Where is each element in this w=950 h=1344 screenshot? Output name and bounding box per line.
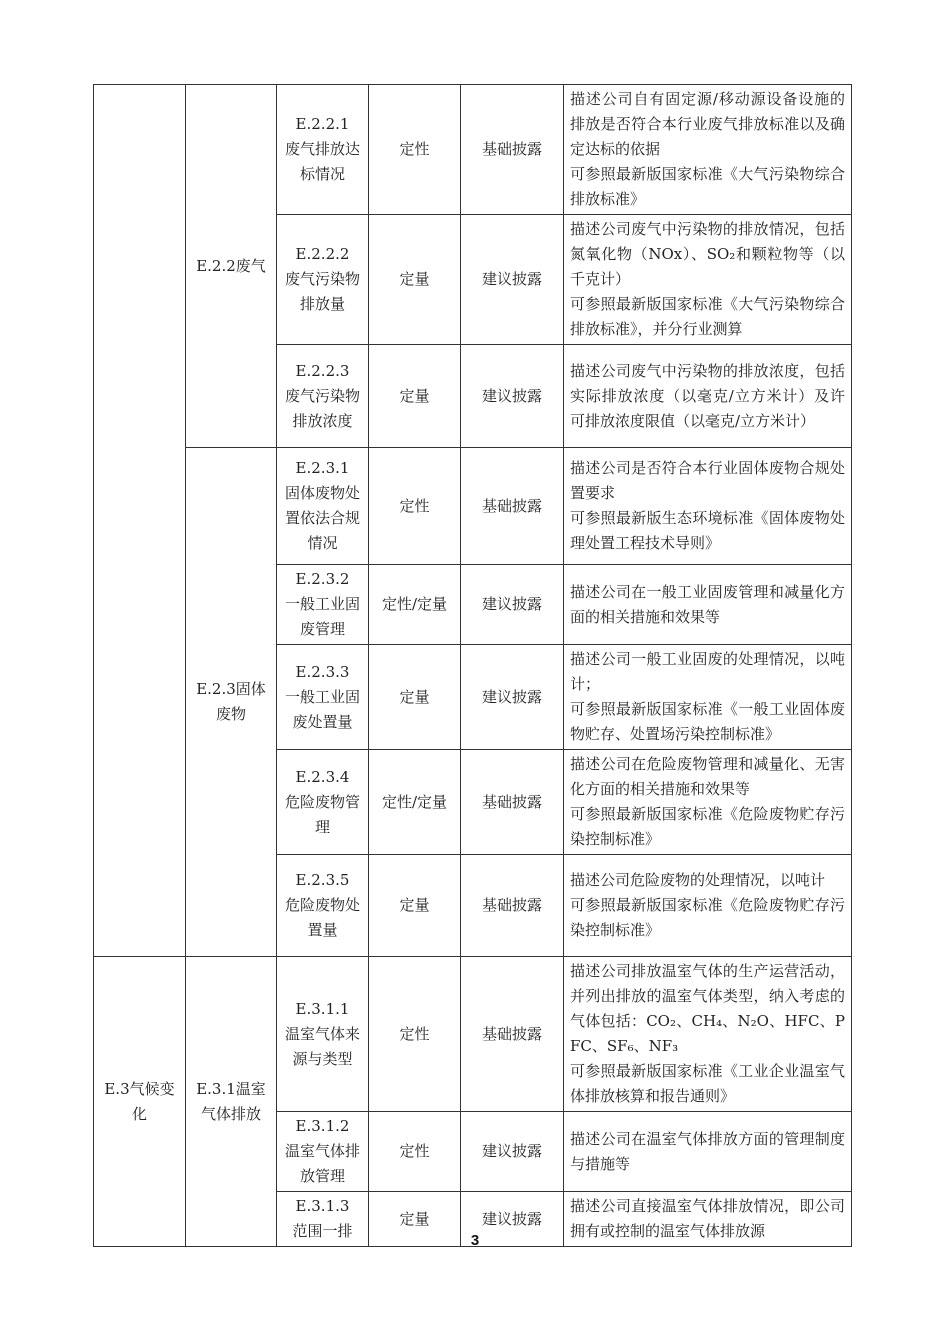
indicator-table [93, 84, 852, 1247]
disclosure-level: 基础披露 [461, 448, 564, 565]
indicator-id-name: E.3.1.1 温室气体来源与类型 [277, 957, 369, 1112]
disclosure-level: 建议披露 [461, 565, 564, 645]
disclosure-level: 基础披露 [461, 750, 564, 855]
indicator-description: 描述公司废气中污染物的排放情况，包括氮氧化物（NOx）、SO₂和颗粒物等（以千克计） 可参照最新版国家标准《大气污染物综合排放标准》，并分行业测算 [564, 215, 852, 345]
indicator-nature: 定量 [369, 855, 461, 957]
disclosure-level: 建议披露 [461, 215, 564, 345]
indicator-description: 描述公司直接温室气体排放情况，即公司拥有或控制的温室气体排放源 [564, 1192, 852, 1247]
indicator-nature: 定量 [369, 645, 461, 750]
indicator-id-name: E.2.3.5 危险废物处置量 [277, 855, 369, 957]
disclosure-level: 建议披露 [461, 1112, 564, 1192]
disclosure-level: 基础披露 [461, 957, 564, 1112]
indicator-nature: 定性/定量 [369, 565, 461, 645]
level2-category-ghg-emission: E.3.1温室气体排放 [186, 957, 277, 1247]
indicator-id-name: E.2.2.2 废气污染物排放量 [277, 215, 369, 345]
indicator-id-name: E.2.3.1 固体废物处置依法合规情况 [277, 448, 369, 565]
indicator-id-name: E.3.1.2 温室气体排放管理 [277, 1112, 369, 1192]
indicator-id-name: E.2.2.3 废气污染物排放浓度 [277, 345, 369, 448]
level2-category-solid-waste: E.2.3固体废物 [186, 448, 277, 957]
indicator-nature: 定性 [369, 85, 461, 215]
indicator-nature: 定量 [369, 1192, 461, 1247]
level1-category-climate-change: E.3气候变化 [94, 957, 186, 1247]
indicator-description: 描述公司在一般工业固废管理和减量化方面的相关措施和效果等 [564, 565, 852, 645]
indicator-description: 描述公司在危险废物管理和减量化、无害化方面的相关措施和效果等 可参照最新版国家标准《危险废物贮存污染控制标准》 [564, 750, 852, 855]
disclosure-level: 建议披露 [461, 645, 564, 750]
disclosure-level: 基础披露 [461, 85, 564, 215]
indicator-nature: 定量 [369, 345, 461, 448]
table-row [94, 85, 852, 215]
indicator-description: 描述公司排放温室气体的生产运营活动，并列出排放的温室气体类型，纳入考虑的气体包括：CO₂、CH₄、N₂O、HFC、PFC、SF₆、NF₃ 可参照最新版国家标准《工业企业温室气体排放核算和报告通则》 [564, 957, 852, 1112]
indicator-description: 描述公司自有固定源/移动源设备设施的排放是否符合本行业废气排放标准以及确定达标的依据 可参照最新版国家标准《大气污染物综合排放标准》 [564, 85, 852, 215]
indicator-description: 描述公司废气中污染物的排放浓度，包括实际排放浓度（以毫克/立方米计）及许可排放浓度限值（以毫克/立方米计） [564, 345, 852, 448]
level2-category-exhaust-gas: E.2.2废气 [186, 85, 277, 448]
indicator-description: 描述公司一般工业固废的处理情况，以吨计； 可参照最新版国家标准《一般工业固体废物贮存、处置场污染控制标准》 [564, 645, 852, 750]
indicator-nature: 定性 [369, 957, 461, 1112]
table-row [94, 957, 852, 1112]
table-row [94, 448, 852, 565]
disclosure-level: 基础披露 [461, 855, 564, 957]
disclosure-level: 建议披露 [461, 345, 564, 448]
indicator-description: 描述公司在温室气体排放方面的管理制度与措施等 [564, 1112, 852, 1192]
indicator-description: 描述公司是否符合本行业固体废物合规处置要求 可参照最新版生态环境标准《固体废物处理处置工程技术导则》 [564, 448, 852, 565]
indicator-nature: 定性/定量 [369, 750, 461, 855]
indicator-id-name: E.3.1.3 范围一排 [277, 1192, 369, 1247]
indicator-nature: 定量 [369, 215, 461, 345]
indicator-nature: 定性 [369, 1112, 461, 1192]
indicator-description: 描述公司危险废物的处理情况，以吨计 可参照最新版国家标准《危险废物贮存污染控制标准》 [564, 855, 852, 957]
indicator-id-name: E.2.3.4 危险废物管理 [277, 750, 369, 855]
indicator-id-name: E.2.2.1 废气排放达标情况 [277, 85, 369, 215]
indicator-id-name: E.2.3.3 一般工业固废处置量 [277, 645, 369, 750]
disclosure-level: 建议披露 [461, 1192, 564, 1247]
page-number: 3 [470, 1232, 480, 1249]
indicator-nature: 定性 [369, 448, 461, 565]
indicator-id-name: E.2.3.2 一般工业固废管理 [277, 565, 369, 645]
level1-category-cell [94, 85, 186, 957]
